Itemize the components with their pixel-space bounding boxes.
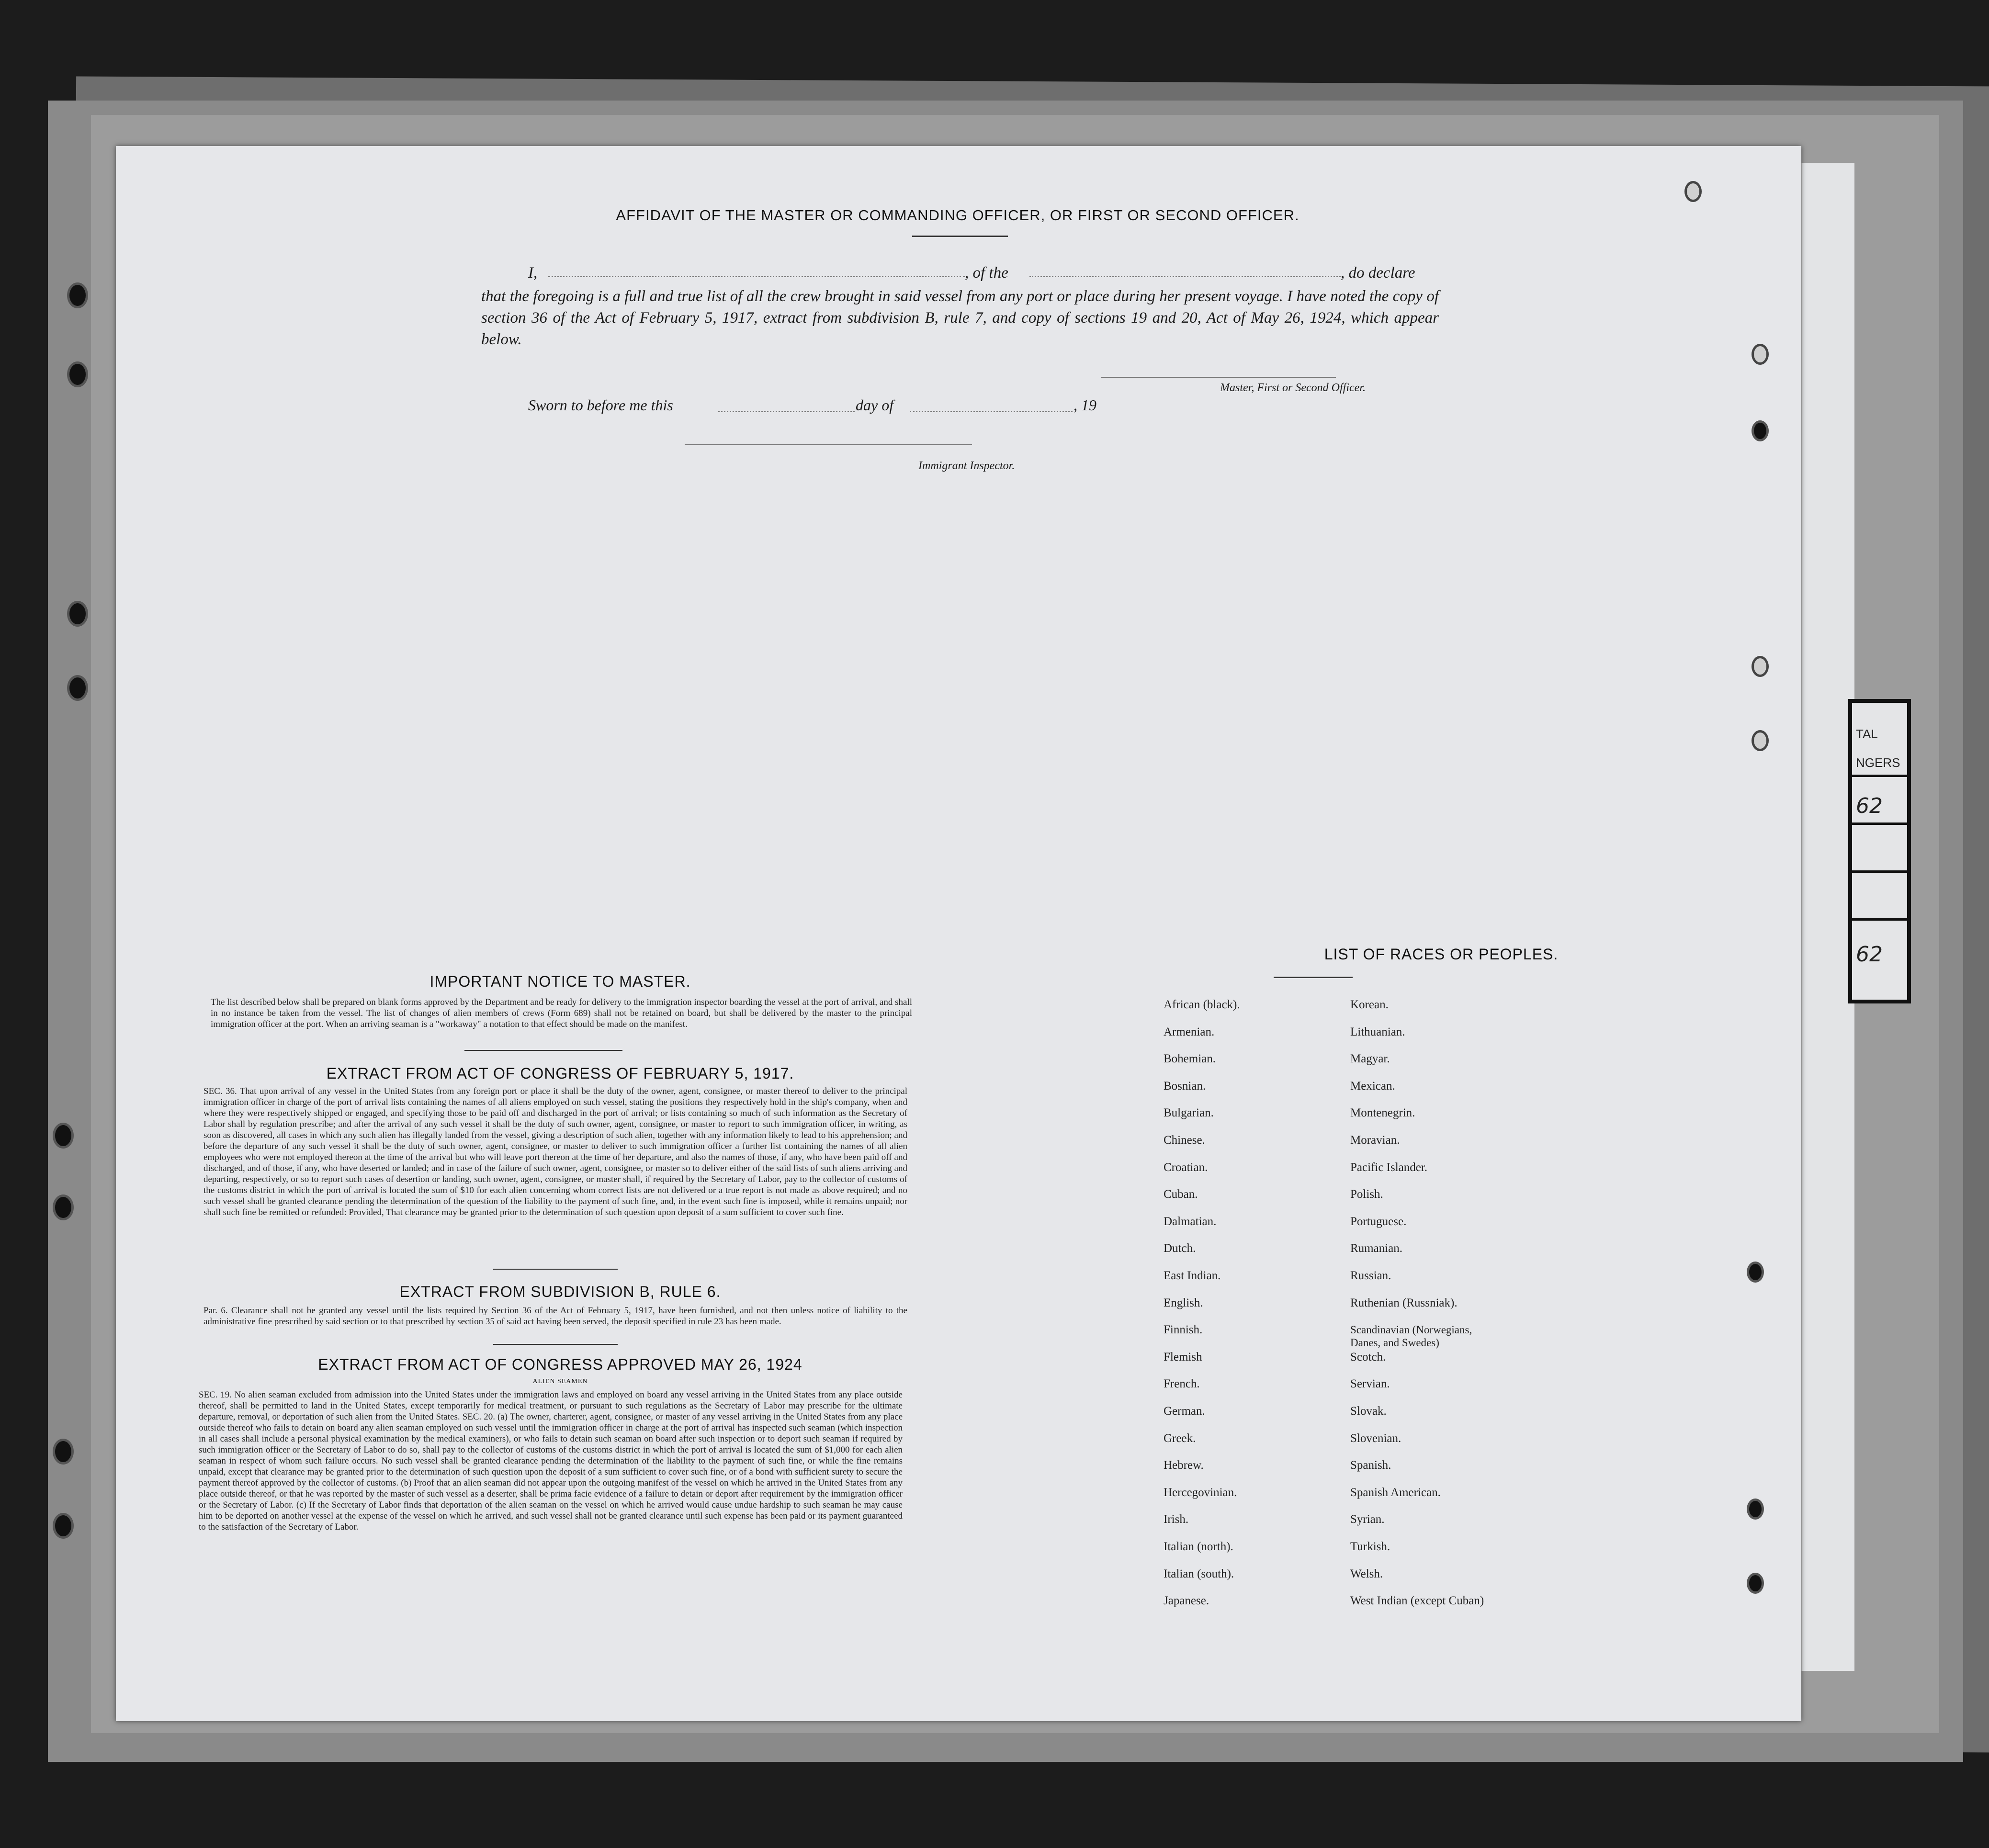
race-item: French. xyxy=(1164,1377,1200,1391)
race-item: Bulgarian. xyxy=(1164,1106,1214,1120)
binder-hole xyxy=(67,361,88,387)
race-item: Italian (north). xyxy=(1164,1540,1233,1553)
affidavit-declare-label: , do declare xyxy=(1341,264,1415,282)
race-item: Montenegrin. xyxy=(1350,1106,1415,1120)
race-item: Slovenian. xyxy=(1350,1431,1401,1445)
race-item: Syrian. xyxy=(1350,1513,1385,1526)
tab-divider xyxy=(1852,918,1907,921)
side-tab-value: 62 xyxy=(1856,794,1883,818)
divider xyxy=(912,236,1008,237)
race-item: Armenian. xyxy=(1164,1025,1215,1038)
divider xyxy=(493,1344,618,1345)
extract-1917-title: EXTRACT FROM ACT OF CONGRESS OF FEBRUARY 5, 1917. xyxy=(326,1065,794,1082)
divider xyxy=(464,1050,622,1051)
race-item: German. xyxy=(1164,1405,1205,1418)
side-tab-header: NGERS xyxy=(1856,755,1900,770)
binder-hole xyxy=(53,1123,74,1149)
sworn-label: Sworn to before me this xyxy=(528,396,673,414)
tab-divider xyxy=(1852,870,1907,873)
day-of-label: day of xyxy=(856,396,894,414)
binder-hole xyxy=(67,675,88,701)
notice-body: The list described below shall be prepared on blank forms approved by the Department and be ready for delivery to the immigration inspector boarding the vessel at the port of arrival, and shall in no instance be taken from the vessel. The list of changes of alien members of crews (Form 689) shall not be retained on board, but shall be delivered by the master to the principal immigration officer at the port. When an arriving seaman is a "workaway" a notation to that effect should be made on the manifest. xyxy=(211,997,912,1029)
side-tab-table xyxy=(1848,699,1911,1003)
binder-hole xyxy=(67,282,88,308)
binder-hole xyxy=(1752,344,1769,365)
race-item: Servian. xyxy=(1350,1377,1390,1391)
divider xyxy=(493,1269,618,1270)
extract-1924-body: SEC. 19. No alien seaman excluded from admission into the United States under the immigration laws and employed on board any vessel arriving in the United States from any place outside thereof, shall be permitted to land in the United States, except temporarily for medical treatment, or pursuant to such regulations as the Secretary of Labor may prescribe for the ultimate departure, removal, or deportation of such alien from the United States. SEC. 20. (a) The owner, charterer, agent, consignee, or master of any vessel arriving in the United States from any place outside thereof who fails to detain on board any alien seaman employed on such vessel until the immigration officer in charge at the port of arrival has inspected such seaman (which inspection in all cases shall include a personal physical examination by the medical examiners), or who fails to detain such seaman on board after such inspection or to deport such seaman if required by such immigration officer or the Secretary of Labor to do so, shall pay to the collector of customs of the customs district in which the port of arrival is located the sum of $1,000 for each alien seaman in respect of whom such failure occurs. No such vessel shall be granted clearance pending the determination of the liability to the payment of such fine, or while the fine remains unpaid, except that clearance may be granted prior to the determination of such question upon the deposit of a sum sufficient to cover such fine, or of a bond with sufficient surety to secure the payment thereof approved by the collector of customs. (b) Proof that an alien seaman did not appear upon the outgoing manifest of the vessel on which he arrived in the United States from any place outside thereof, or that he was reported by the master of such vessel as a deserter, shall be prima facie evidence of a failure to detain or deport after requirement by the immigration officer or the Secretary of Labor. (c) If the Secretary of Labor finds that deportation of the alien seaman on the vessel on which he arrived would cause undue hardship to such seaman he may cause him to be deported on another vessel at the expense of the vessel on which he arrived, and such vessel shall not be granted clearance until such expense has been paid or its payment guaranteed to the satisfaction of the Secretary of Labor. xyxy=(199,1390,903,1532)
affidavit-of-the-label: , of the xyxy=(965,264,1008,282)
race-item: Hebrew. xyxy=(1164,1459,1204,1472)
race-item: Magyar. xyxy=(1350,1052,1390,1066)
master-signature-label: Master, First or Second Officer. xyxy=(1220,382,1366,394)
race-item: Rumanian. xyxy=(1350,1242,1403,1255)
race-item: Spanish American. xyxy=(1350,1486,1441,1499)
race-item: Hercegovinian. xyxy=(1164,1486,1237,1499)
extract-1924-title: EXTRACT FROM ACT OF CONGRESS APPROVED MAY 26, 1924 xyxy=(318,1356,802,1373)
master-signature-line xyxy=(1101,377,1336,378)
binder-hole xyxy=(53,1439,74,1465)
sworn-month-line xyxy=(910,411,1073,412)
race-item: Greek. xyxy=(1164,1431,1196,1445)
extract-1917-body: SEC. 36. That upon arrival of any vessel in the United States from any foreign port or place it shall be the duty of the owner, agent, consignee, or master thereof to deliver to the principal immigration officer in charge of the port of arrival lists containing the names of all aliens employed on such vessel, stating the positions they respectively hold in the ship's company, when and where they were respectively shipped or engaged, and specifying those to be paid off and discharged in the port of arrival; or lists containing so much of such information as the Secretary of Labor shall by regulation prescribe; and after the arrival of any such vessel it shall be the duty of such owner, agent, consignee, or master to report to such immigration officer, in writing, as soon as discovered, all cases in which any such alien has illegally landed from the vessel, giving a description of such alien, together with any information likely to lead to his apprehension; and before the departure of any such vessel it shall be the duty of such owner, agent, consignee, or master to deliver to such immigration officer a further list containing the names of all alien employees who were not employed thereon at the time of the arrival but who will leave port thereon at the time of her departure, and also the names of those, if any, who have been paid off and discharged, and of those, if any, who have deserted or landed; and in case of the failure of such owner, agent, consignee, or master so to deliver either of the said lists of such aliens arriving and departing, respectively, or so to report such cases of desertion or landing, such owner, agent, consignee, or master shall, if required by the Secretary of Labor, pay to the collector of customs of the customs district in which the port of arrival is located the sum of $10 for each alien concerning whom correct lists are not delivered or a true report is not made as above required; and no such vessel shall be granted clearance pending the determination of the question of the liability to the payment of such fine, and, in the event such fine is imposed, while it remains unpaid; nor shall such fine be remitted or refunded: Provided, That clearance may be granted prior to the determination of such question upon deposit of a sum sufficient to cover such fine. xyxy=(203,1086,907,1217)
race-item: Scandinavian (Norwegians, Danes, and Swedes) xyxy=(1350,1324,1472,1349)
binder-hole xyxy=(53,1513,74,1539)
race-item: East Indian. xyxy=(1164,1269,1221,1282)
race-item: Polish. xyxy=(1350,1188,1383,1201)
race-item: Japanese. xyxy=(1164,1594,1209,1608)
race-item: Cuban. xyxy=(1164,1188,1198,1201)
subdivision-body: Par. 6. Clearance shall not be granted any vessel until the lists required by Section 36 of the Act of February 5, 1917, have been furnished, and not then unless notice of liability to the administrative fine prescribed by said section or to that prescribed by section 35 of said act having been served, the deposit specified in rule 23 has been made. xyxy=(203,1306,907,1327)
name-field-line xyxy=(548,276,965,277)
race-item: Chinese. xyxy=(1164,1134,1205,1147)
race-item: Slovak. xyxy=(1350,1405,1387,1418)
races-title: LIST OF RACES OR PEOPLES. xyxy=(1324,946,1559,963)
side-tab-header: TAL xyxy=(1856,727,1878,741)
affidavit-i-label: I, xyxy=(528,264,538,282)
binder-hole xyxy=(1752,420,1769,441)
race-item: Turkish. xyxy=(1350,1540,1390,1553)
race-item: Italian (south). xyxy=(1164,1567,1234,1580)
binder-hole xyxy=(1752,730,1769,751)
race-item: Spanish. xyxy=(1350,1459,1391,1472)
race-item: Moravian. xyxy=(1350,1134,1400,1147)
side-tab-value: 62 xyxy=(1856,942,1883,967)
race-item: Russian. xyxy=(1350,1269,1391,1282)
affidavit-title: AFFIDAVIT OF THE MASTER OR COMMANDING OFFICER, OR FIRST OR SECOND OFFICER. xyxy=(616,207,1300,224)
race-item: Pacific Islander. xyxy=(1350,1161,1428,1174)
divider xyxy=(1274,977,1353,978)
race-item: Bosnian. xyxy=(1164,1079,1206,1093)
race-item: Lithuanian. xyxy=(1350,1025,1405,1038)
race-item: Croatian. xyxy=(1164,1161,1208,1174)
binder-hole xyxy=(1747,1262,1764,1283)
race-item: English. xyxy=(1164,1296,1203,1309)
race-item: West Indian (except Cuban) xyxy=(1350,1594,1484,1608)
binder-hole xyxy=(67,601,88,627)
subdivision-title: EXTRACT FROM SUBDIVISION B, RULE 6. xyxy=(399,1283,721,1300)
race-item: African (black). xyxy=(1164,998,1240,1011)
race-item: Irish. xyxy=(1164,1513,1189,1526)
binder-hole xyxy=(1747,1573,1764,1594)
race-item: Dutch. xyxy=(1164,1242,1196,1255)
race-item: Mexican. xyxy=(1350,1079,1395,1093)
race-item: Welsh. xyxy=(1350,1567,1383,1580)
race-item: Dalmatian. xyxy=(1164,1215,1217,1228)
year-label: , 19 xyxy=(1074,396,1096,414)
vessel-field-line xyxy=(1029,276,1341,277)
sworn-day-line xyxy=(718,411,855,412)
race-item: Bohemian. xyxy=(1164,1052,1216,1066)
race-item: Ruthenian (Russniak). xyxy=(1350,1296,1458,1309)
underlying-page-edge xyxy=(1800,163,1854,1671)
notice-title: IMPORTANT NOTICE TO MASTER. xyxy=(429,973,691,990)
affidavit-body: that the foregoing is a full and true list of all the crew brought in said vessel from any port or place during her present voyage. I have noted the copy of section 36 of the Act of February 5, 1917, extract from subdivision B, rule 7, and copy of sections 19 and 20, Act of May 26, 1924, which appear below. xyxy=(481,288,1439,348)
inspector-signature-line xyxy=(685,444,972,445)
tab-divider xyxy=(1852,775,1907,777)
binder-hole xyxy=(1752,656,1769,677)
binder-hole xyxy=(1684,181,1702,202)
tab-divider xyxy=(1852,823,1907,825)
binder-hole xyxy=(1747,1499,1764,1520)
race-item: Scotch. xyxy=(1350,1350,1386,1363)
extract-1924-subtitle: ALIEN SEAMEN xyxy=(532,1378,588,1385)
race-item: Finnish. xyxy=(1164,1323,1203,1337)
race-item: Korean. xyxy=(1350,998,1389,1011)
binder-hole xyxy=(53,1194,74,1220)
race-item: Portuguese. xyxy=(1350,1215,1407,1228)
inspector-label: Immigrant Inspector. xyxy=(918,460,1015,472)
race-item: Flemish xyxy=(1164,1350,1202,1363)
